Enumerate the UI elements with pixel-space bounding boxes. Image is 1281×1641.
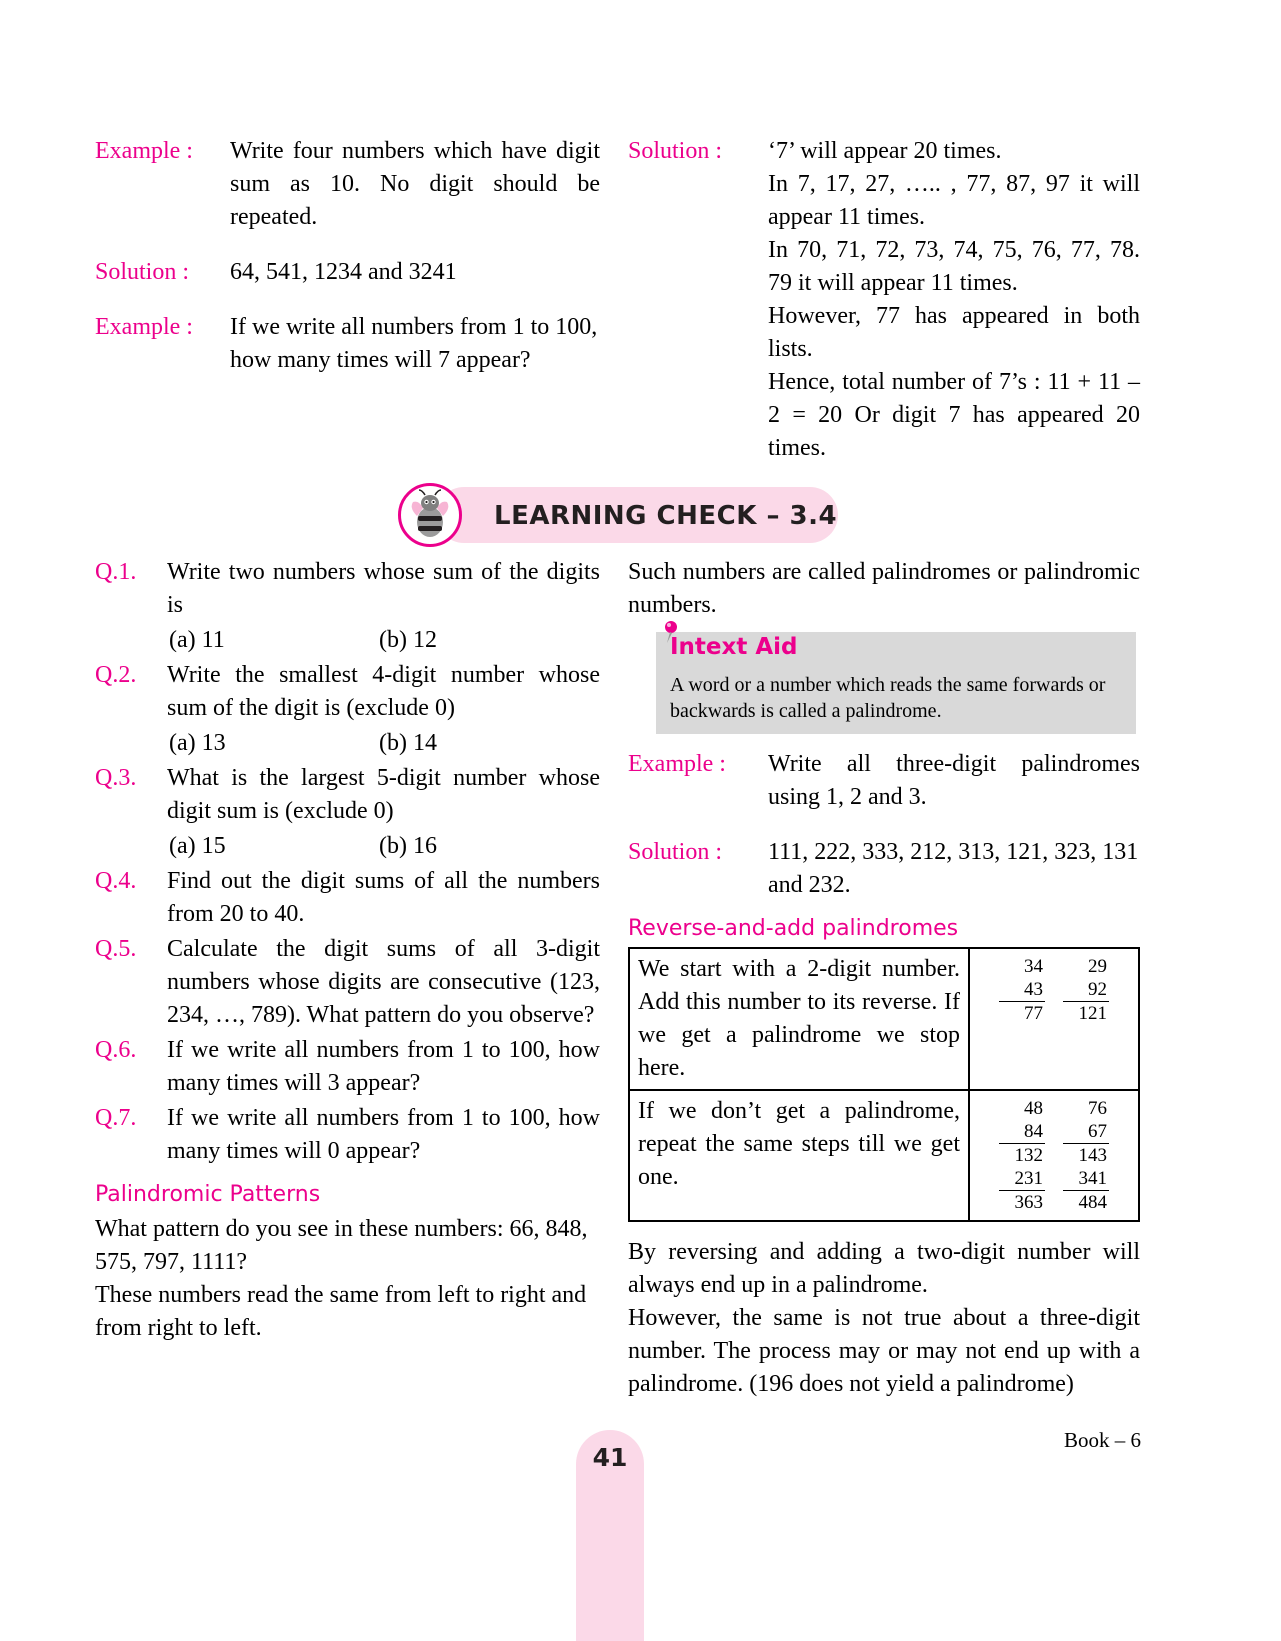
calc-value: 29 bbox=[1088, 956, 1107, 977]
calc-value: 67 bbox=[1088, 1121, 1107, 1142]
calc-extra-result: 484 bbox=[1063, 1190, 1109, 1214]
questions-column bbox=[95, 556, 600, 1401]
main-content bbox=[95, 556, 1140, 1401]
example-row-right bbox=[628, 748, 1140, 814]
intext-aid-body: A word or a number which reads the same forwards or backwards is called a palindrome. bbox=[670, 674, 1106, 722]
question-item bbox=[95, 659, 600, 725]
calc-column bbox=[1063, 955, 1109, 1025]
table-cell-numbers bbox=[970, 1091, 1138, 1220]
page-number: 41 bbox=[592, 1443, 628, 1472]
question-number: Q.3. bbox=[95, 765, 137, 791]
table-row bbox=[630, 1091, 1138, 1220]
solution-row-right bbox=[628, 135, 1140, 465]
top-right-column bbox=[628, 135, 1140, 469]
solution-label-right-2: Solution : bbox=[628, 839, 723, 865]
question-item bbox=[95, 762, 600, 828]
question-item bbox=[95, 1034, 600, 1100]
bee-icon bbox=[398, 483, 462, 547]
solution-label-right: Solution : bbox=[628, 138, 723, 164]
question-text: Write two numbers whose sum of the digits is bbox=[167, 559, 600, 618]
calc-extra-result: 363 bbox=[999, 1190, 1045, 1214]
palindrome-intro: Such numbers are called palindromes or palindromic numbers. bbox=[628, 559, 1140, 618]
example-text: Write four numbers which have digit sum as 10. No digit should be repeated. bbox=[230, 138, 600, 230]
solution-text-right-2: 111, 222, 333, 212, 313, 121, 323, 131 and 232. bbox=[768, 839, 1139, 898]
option-b: (b) 12 bbox=[379, 627, 437, 653]
calc-extra: 341 bbox=[1078, 1168, 1107, 1189]
question-item bbox=[95, 865, 600, 931]
calc-value: 76 bbox=[1088, 1098, 1107, 1119]
calc-value: 48 bbox=[1024, 1098, 1043, 1119]
table-cell-numbers bbox=[970, 949, 1138, 1089]
question-text: What is the largest 5-digit number whose digit sum is (exclude 0) bbox=[167, 765, 600, 824]
closing-paragraph-1: By reversing and adding a two-digit number will always end up in a palindrome. bbox=[628, 1239, 1140, 1298]
solution-row-right-2 bbox=[628, 836, 1140, 902]
top-example-section bbox=[95, 135, 1140, 469]
question-text: Find out the digit sums of all the numbers from 20 to 40. bbox=[167, 868, 600, 927]
learning-check-banner bbox=[398, 487, 838, 543]
question-number: Q.6. bbox=[95, 1037, 137, 1063]
calc-column bbox=[999, 1097, 1045, 1214]
option-b: (b) 16 bbox=[379, 833, 437, 859]
question-number: Q.4. bbox=[95, 868, 137, 894]
solution-line: However, 77 has appeared in both lists. bbox=[768, 303, 1140, 362]
question-number: Q.7. bbox=[95, 1105, 137, 1131]
explanation-column bbox=[628, 556, 1140, 1401]
calc-result: 143 bbox=[1063, 1143, 1109, 1167]
question-text: Write the smallest 4-digit number whose sum of the digit is (exclude 0) bbox=[167, 662, 600, 721]
question-options bbox=[95, 727, 600, 760]
example-label-right: Example : bbox=[628, 751, 726, 777]
question-text: If we write all numbers from 1 to 100, how many times will 3 appear? bbox=[167, 1037, 600, 1096]
calc-result: 77 bbox=[999, 1001, 1045, 1025]
solution-line: In 70, 71, 72, 73, 74, 75, 76, 77, 78. 79 it will appear 11 times. bbox=[768, 237, 1140, 296]
example-label: Example : bbox=[95, 138, 193, 164]
question-text: If we write all numbers from 1 to 100, how many times will 0 appear? bbox=[167, 1105, 600, 1164]
spacer bbox=[628, 818, 1140, 836]
solution-line: In 7, 17, 27, ….. , 77, 87, 97 it will appear 11 times. bbox=[768, 171, 1140, 230]
question-number: Q.2. bbox=[95, 662, 137, 688]
calc-extra: 231 bbox=[1014, 1168, 1043, 1189]
question-number: Q.5. bbox=[95, 936, 137, 962]
calc-result: 132 bbox=[999, 1143, 1045, 1167]
reverse-and-add-heading: Reverse-and-add palindromes bbox=[628, 916, 959, 941]
top-left-column bbox=[95, 135, 600, 469]
example-label-2: Example : bbox=[95, 314, 193, 340]
calc-value: 84 bbox=[1024, 1121, 1043, 1142]
palindromic-patterns-heading: Palindromic Patterns bbox=[95, 1182, 321, 1207]
intext-aid-box bbox=[656, 632, 1136, 734]
intext-aid-title: Intext Aid bbox=[670, 634, 798, 660]
calc-column bbox=[999, 955, 1045, 1025]
palindromic-paragraph-1: What pattern do you see in these numbers: 66, 848, 575, 797, 1111? bbox=[95, 1216, 588, 1275]
table-cell-text: If we don’t get a palindrome, repeat the same steps till we get one. bbox=[630, 1091, 970, 1220]
solution-label: Solution : bbox=[95, 259, 190, 285]
table-cell-text: We start with a 2-digit number. Add this number to its reverse. If we get a palindrome we stop here. bbox=[630, 949, 970, 1089]
example-text-right: Write all three-digit palindromes using 1, 2 and 3. bbox=[768, 751, 1140, 810]
book-tag: Book – 6 bbox=[1063, 1428, 1141, 1452]
question-text: Calculate the digit sums of all 3-digit numbers whose digits are consecutive (123, 234, …, 789). What pattern do you observe? bbox=[167, 936, 600, 1028]
table-row bbox=[630, 949, 1138, 1091]
learning-check-title: LEARNING CHECK – 3.4 bbox=[494, 501, 838, 531]
calc-result: 121 bbox=[1063, 1001, 1109, 1025]
option-a: (a) 13 bbox=[169, 730, 226, 756]
example-text-2: If we write all numbers from 1 to 100, how many times will 7 appear? bbox=[230, 314, 598, 373]
solution-lines bbox=[768, 135, 1140, 465]
reverse-add-table bbox=[628, 947, 1140, 1222]
calc-value: 34 bbox=[1024, 956, 1043, 977]
calc-value: 43 bbox=[1024, 979, 1043, 1000]
spacer bbox=[95, 293, 600, 311]
question-item bbox=[95, 556, 600, 622]
calc-column bbox=[1063, 1097, 1109, 1214]
palindromic-paragraph-2: These numbers read the same from left to right and from right to left. bbox=[95, 1282, 587, 1341]
option-b: (b) 14 bbox=[379, 730, 437, 756]
solution-line: ‘7’ will appear 20 times. bbox=[768, 138, 1002, 164]
question-item bbox=[95, 1102, 600, 1168]
solution-line: Hence, total number of 7’s : 11 + 11 – 2 = 20 Or digit 7 has appeared 20 times. bbox=[768, 369, 1140, 461]
solution-row bbox=[95, 256, 600, 289]
question-item bbox=[95, 933, 600, 1032]
option-a: (a) 11 bbox=[169, 627, 225, 653]
option-a: (a) 15 bbox=[169, 833, 226, 859]
question-options bbox=[95, 830, 600, 863]
example-row bbox=[95, 135, 600, 234]
solution-text: 64, 541, 1234 and 3241 bbox=[230, 259, 457, 285]
question-number: Q.1. bbox=[95, 559, 137, 585]
closing-paragraph-2: However, the same is not true about a three-digit number. The process may or may not end up with a palindrome. (196 does not yield a palindrome) bbox=[628, 1305, 1140, 1397]
spacer bbox=[95, 238, 600, 256]
example-row-2 bbox=[95, 311, 600, 377]
question-options bbox=[95, 624, 600, 657]
calc-value: 92 bbox=[1088, 979, 1107, 1000]
